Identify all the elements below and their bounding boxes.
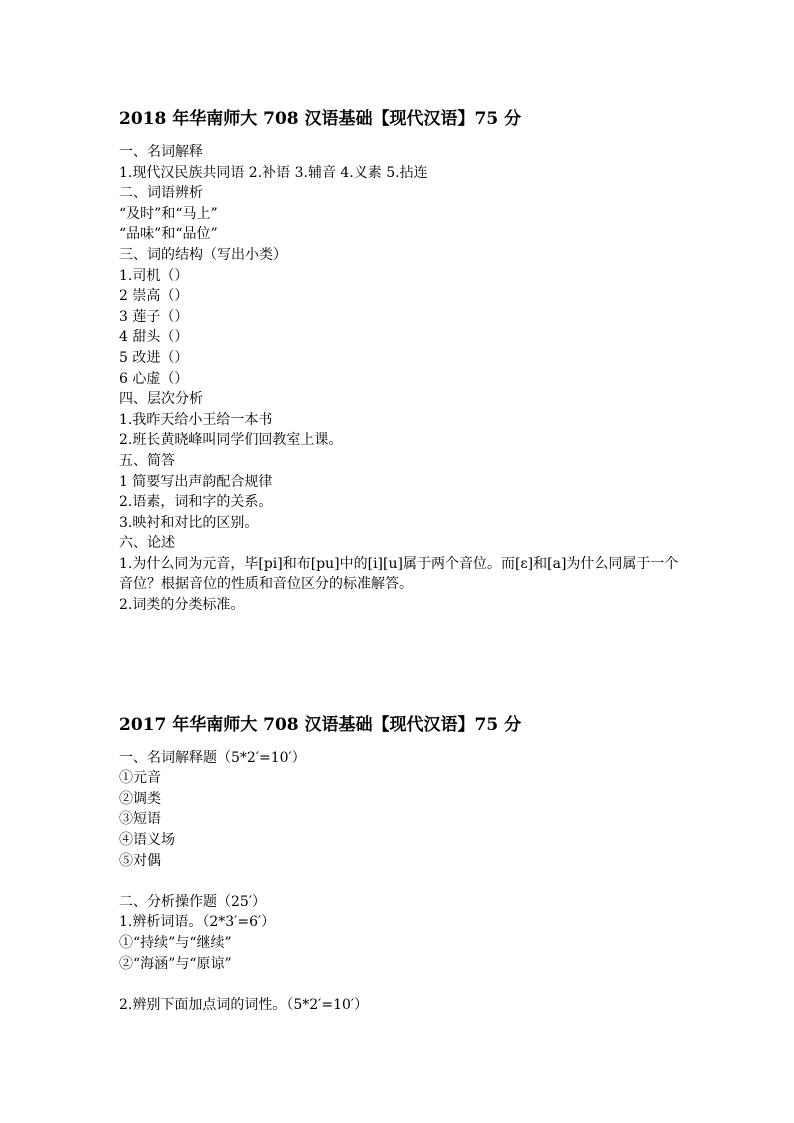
heading-short-answer: 五、简答 <box>119 452 175 469</box>
heading-noun-explanation: 一、名词解释题（5*2′=10′） <box>119 749 306 766</box>
blank-line <box>119 974 689 995</box>
heading-noun-explanation: 一、名词解释 <box>119 144 203 160</box>
question-paragraph: 1.为什么同为元音，毕[pi]和布[pu]中的[i][u]属于两个音位。而[ɛ]和[a]为什么同属于一个音位？根据音位的性质和音位区分的标准解答。 <box>119 555 679 593</box>
spacer <box>119 130 689 142</box>
question-line: 2.班长黄晓峰叫同学们回教室上课。 <box>119 432 343 449</box>
question-line: 2.词类的分类标准。 <box>119 597 245 614</box>
question-line: 6 心虚（） <box>119 370 189 387</box>
question-line: 2 崇高（） <box>119 288 189 305</box>
question-line: “及时”和“马上” <box>119 205 218 222</box>
section-2018-body <box>119 142 689 616</box>
heading-word-structure: 三、词的结构（写出小类） <box>119 246 287 263</box>
heading-essay: 六、论述 <box>119 535 175 552</box>
document-content <box>119 108 689 1015</box>
question-line: ⑤对偶 <box>119 852 161 869</box>
question-line: 5 改进（） <box>119 349 189 366</box>
question-line: ①元音 <box>119 770 161 787</box>
question-line: 1.辨析词语。（2*3′=6′） <box>119 914 276 931</box>
question-line: ①“持续”与“继续” <box>119 935 232 951</box>
question-line: 2.语素，词和字的关系。 <box>119 494 273 511</box>
question-line: 4 甜头（） <box>119 329 189 346</box>
question-line: ②“海涵”与“原谅” <box>119 955 232 972</box>
heading-analysis: 二、分析操作题（25′） <box>119 893 266 910</box>
question-line: ④语义场 <box>119 832 175 849</box>
question-line: ②调类 <box>119 790 161 807</box>
question-line: “品味”和“品位” <box>119 226 218 243</box>
question-line: 1.司机（） <box>119 267 189 284</box>
section-2017-body <box>119 748 689 1016</box>
question-line: 3 莲子（） <box>119 308 189 325</box>
heading-word-discrimination: 二、词语辨析 <box>119 185 203 202</box>
question-line: 1 简要写出声韵配合规律 <box>119 473 273 490</box>
spacer <box>119 736 689 748</box>
question-line: ③短语 <box>119 811 161 828</box>
question-line: 1.现代汉民族共同语 2.补语 3.辅音 4.义素 5.拈连 <box>119 164 428 181</box>
question-line: 3.映衬和对比的区别。 <box>119 514 259 531</box>
section-2017-title: 2017 年华南师大 708 汉语基础【现代汉语】75 分 <box>119 714 522 735</box>
blank-line <box>119 871 689 892</box>
heading-hierarchy-analysis: 四、层次分析 <box>119 391 203 408</box>
section-2018-title: 2018 年华南师大 708 汉语基础【现代汉语】75 分 <box>119 109 522 129</box>
spacer <box>119 616 689 714</box>
question-line: 1.我昨天给小王给一本书 <box>119 411 273 428</box>
question-line: 2.辨别下面加点词的词性。（5*2′=10′） <box>119 996 369 1013</box>
